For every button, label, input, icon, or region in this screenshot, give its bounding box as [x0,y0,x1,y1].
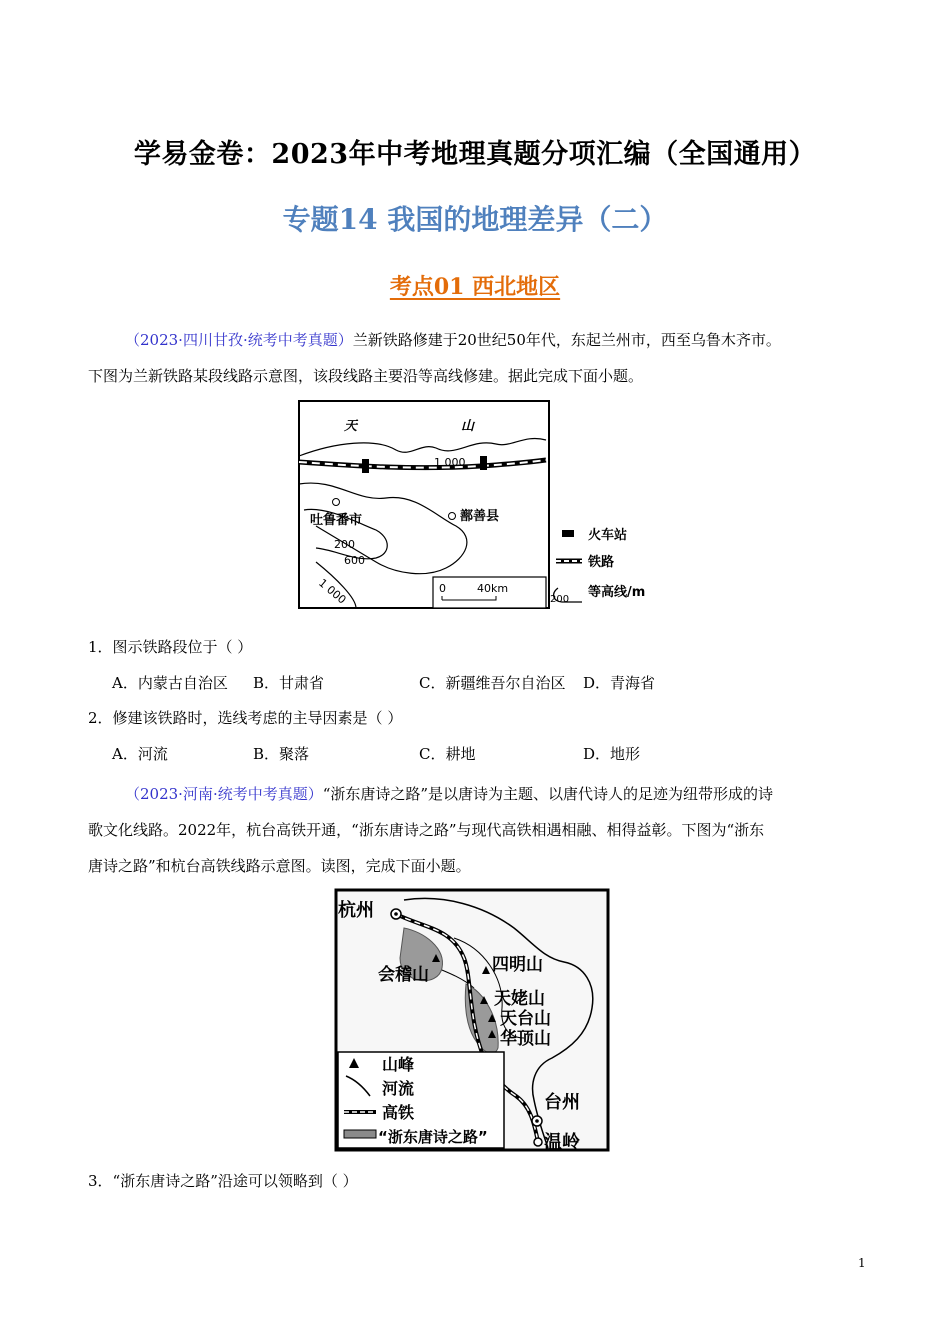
label-taizhou: 台州 [544,1092,580,1113]
main-title: 学易金卷：2023年中考地理真题分项汇编（全国通用） [133,139,817,170]
legend-route-label: “浙东唐诗之路” [378,1128,488,1146]
taizhou-marker-dot [535,1119,539,1123]
map1-city-turpan: 吐鲁番市 [310,513,363,528]
q1-option-b: B．甘肃省 [253,674,325,692]
label-hangzhou: 杭州 [338,900,374,921]
wenling-marker-icon [534,1138,542,1146]
legend-river-label: 河流 [382,1079,415,1098]
legend-peak-label: 山峰 [382,1055,415,1074]
passage2-text1: “浙东唐诗之路”是以唐诗为主题、以唐代诗人的足迹为纽带形成的诗 [322,785,774,803]
passage2-line2: 歌文化线路。2022年，杭台高铁开通，“浙东唐诗之路”与现代高铁相遇相融、相得益彰。下图为“浙东 [88,821,765,839]
topic-title: 专题14 我国的地理差异（二） [282,203,668,236]
legend-contour-label: 等高线/m [588,585,646,600]
lanxin-railway-map [296,398,672,612]
label-tiantai: 天台山 [500,1009,551,1029]
q1-stem: 1．图示铁路段位于（ ） [88,638,253,656]
section-heading-text: 考点01 西北地区 [389,274,561,300]
map1-contour-label: 1 000 [316,576,349,607]
legend-railway-label: 铁路 [588,555,615,570]
map1-contour-label: 200 [334,538,355,551]
q2-option-a: A．河流 [112,745,168,763]
label-huading: 华顶山 [500,1029,551,1049]
label-siming: 四明山 [492,955,543,975]
passage1-line1 [125,322,781,358]
label-kuaiji: 会稽山 [378,965,429,985]
map1-contour-label: 600 [344,554,365,567]
passage1-line2: 下图为兰新铁路某段线路示意图，该段线路主要沿等高线修建。据此完成下面小题。 [88,367,644,385]
q2-option-c: C．耕地 [419,745,476,763]
zhedong-poetry-road-map [334,888,610,1152]
map1-county-shanshan: 鄯善县 [460,509,500,524]
passage2-source: （2023·河南·统考中考真题） [125,785,323,803]
legend-route-icon [344,1130,376,1138]
map1-label-shan: 山 [461,419,475,434]
map1-station-icon [362,459,369,473]
hangzhou-marker-dot [394,912,398,916]
label-wenling: 温岭 [544,1132,580,1152]
q2-option-d: D．地形 [583,745,641,763]
map1-station-icon [480,456,487,470]
map1-city-dot-icon [333,499,340,506]
section-heading [0,270,950,301]
map1-contour-label: 1 000 [434,456,466,469]
passage2-line1 [125,776,773,812]
passage1-text1: 兰新铁路修建于20世纪50年代，东起兰州市，西至乌鲁木齐市。 [352,331,781,349]
map1-scale-zero: 0 [439,582,446,595]
q2-stem: 2．修建该铁路时，选线考虑的主导因素是（ ） [88,709,403,727]
page-number: 1 [858,1256,866,1270]
legend-station-label: 火车站 [588,528,628,543]
map1-county-dot-icon [449,513,456,520]
q1-option-c: C．新疆维吾尔自治区 [419,674,566,692]
passage1-source: （2023·四川甘孜·统考中考真题） [125,331,353,349]
q2-option-b: B．聚落 [253,745,310,763]
q3-stem: 3．“浙东唐诗之路”沿途可以领略到（ ） [88,1172,358,1190]
label-tianmu: 天姥山 [494,989,545,1009]
map1-scale-value: 40km [477,582,509,595]
q1-option-a: A．内蒙古自治区 [112,674,228,692]
legend-station-icon [562,530,574,537]
passage2-line3: 唐诗之路”和杭台高铁线路示意图。读图，完成下面小题。 [88,857,471,875]
legend-contour-value: 200 [550,594,570,605]
legend-hsr-label: 高铁 [382,1103,415,1122]
q1-option-d: D．青海省 [583,674,656,692]
map1-label-tian: 天 [344,419,358,434]
